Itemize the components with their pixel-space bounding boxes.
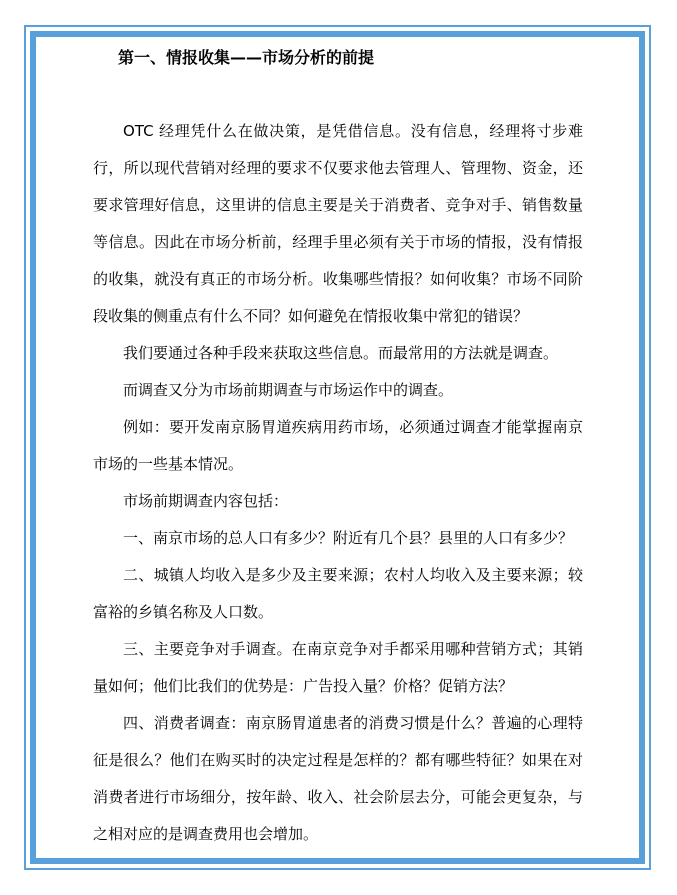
paragraph-item-1-population: 一、南京市场的总人口有多少？附近有几个县？县里的人口有多少？ [123,529,574,547]
paragraph-methods: 我们要通过各种手段来获取这些信息。而最常用的方法就是调查。 [123,344,559,362]
paragraph-item-4-consumers: 四、消费者调查：南京肠胃道患者的消费习惯是什么？普遍的心理特征是很么？他们在购买时的决定过程是怎样的？都有哪些特征？如果在对消费者进行市场细分，按年龄、收入、社会阶层去分，可能会更复杂，与之相对应的是调查费用也会增加。 [93,714,583,843]
paragraph-survey-types: 而调查又分为市场前期调查与市场运作中的调查。 [123,381,454,399]
paragraph-survey-contents-heading: 市场前期调查内容包括： [123,492,289,510]
paragraph-example: 例如：要开发南京肠胃道疾病用药市场，必须通过调查才能掌握南京市场的一些基本情况。 [93,418,583,473]
paragraph-item-2-income: 二、城镇人均收入是多少及主要来源；农村人均收入及主要来源；较富裕的乡镇名称及人口数。 [93,566,583,621]
document-title: 第一、情报收集——市场分析的前提 [118,48,375,67]
paragraph-intro: OTC 经理凭什么在做决策，是凭借信息。没有信息，经理将寸步难行，所以现代营销对经理的要求不仅要求他去管理人、管理物、资金，还要求管理好信息，这里讲的信息主要是关于消费者、竞争对手、销售数量等信息。因此在市场分析前，经理手里必须有关于市场的情报，没有情报的收集，就没有真正的市场分析。收集哪些情报？如何收集？市场不同阶段收集的侧重点有什么不同？如何避免在情报收集中常犯的错误？ [93,122,583,325]
document-content [93,39,583,857]
paragraph-item-3-competitors: 三、主要竞争对手调查。在南京竞争对手都采用哪种营销方式；其销量如何；他们比我们的优势是：广告投入量？价格？促销方法？ [93,640,583,695]
